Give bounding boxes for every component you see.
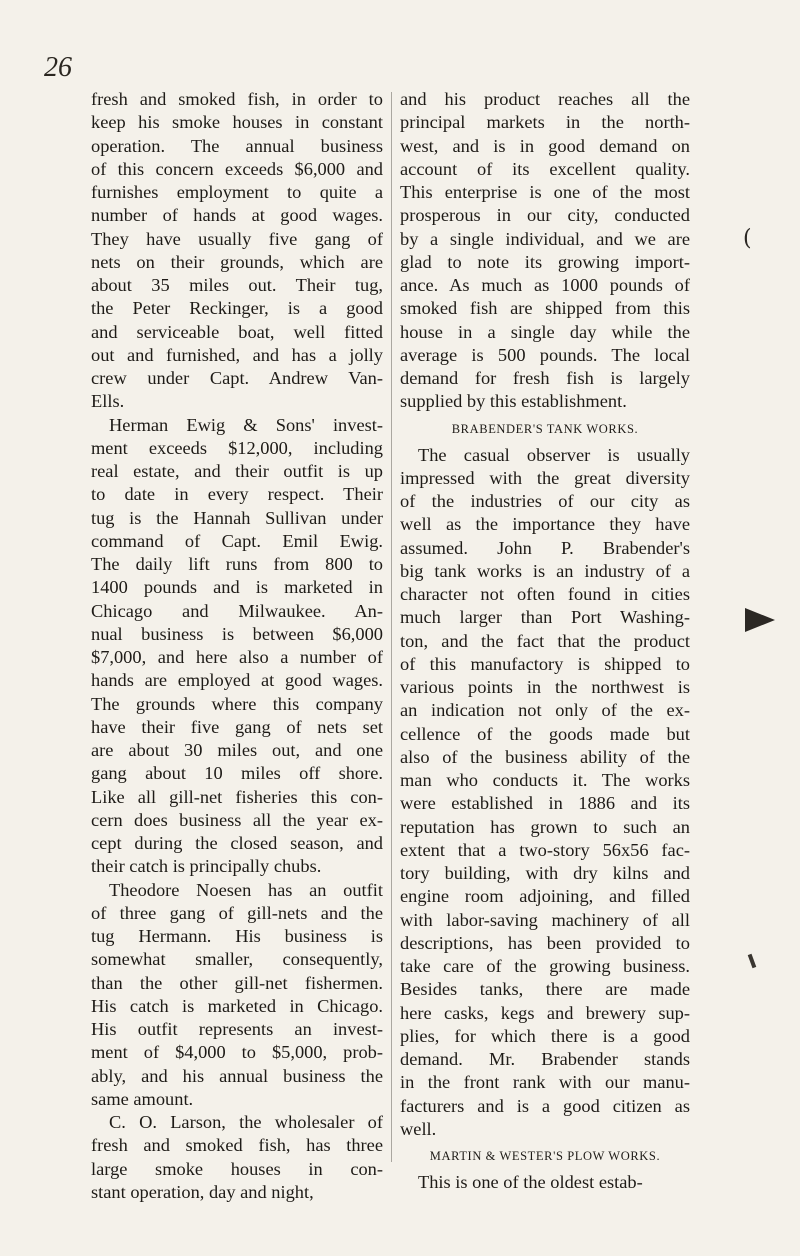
text-line: and serviceable boat, well fitted [91, 321, 383, 342]
text-line: plies, for which there is a good [400, 1025, 690, 1046]
text-line: fresh and smoked fish, has three [91, 1135, 383, 1156]
text-line: here casks, kegs and brewery sup- [400, 1002, 690, 1023]
text-line: prosperous in our city, conducted [400, 205, 690, 226]
text-line: assumed. John P. Brabender's [400, 537, 690, 558]
text-line: have their five gang of nets set [91, 716, 383, 737]
text-line: and his product reaches all the [400, 89, 690, 109]
text-line: demand. Mr. Brabender stands [400, 1049, 690, 1069]
text-line: glad to note its growing import- [400, 251, 690, 272]
text-line: This enterprise is one of the most [400, 182, 690, 202]
text-line: the Peter Reckinger, is a good [91, 298, 383, 319]
text-line: ment of $4,000 to $5,000, prob- [91, 1042, 383, 1063]
text-line: cellence of the goods made but [400, 723, 690, 744]
text-line: with labor-saving machinery of all [400, 909, 690, 930]
text-line: to date in every respect. Their [91, 484, 383, 505]
text-line: Chicago and Milwaukee. An- [91, 600, 383, 621]
text-line: character not often found in cities [400, 584, 690, 604]
text-line: Ells. [91, 391, 125, 412]
text-line: keep his smoke houses in constant [91, 112, 383, 133]
text-line: about 35 miles out. Their tug, [91, 275, 383, 295]
text-line: Herman Ewig & Sons' invest- [109, 414, 383, 435]
text-line: an indication not only of the ex- [400, 700, 690, 721]
text-line: The daily lift runs from 800 to [91, 554, 383, 574]
text-line: tug is the Hannah Sullivan under [91, 507, 383, 528]
right-column-text-b [400, 444, 690, 1142]
text-line: of three gang of gill-nets and the [91, 902, 383, 923]
text-line: nets on their grounds, which are [91, 251, 383, 272]
text-line: ance. As much as 1000 pounds of [400, 275, 690, 295]
text-line: His outfit represents an invest- [91, 1019, 383, 1039]
text-line: The casual observer is usually [418, 444, 690, 465]
text-line: take care of the growing business. [400, 956, 690, 976]
right-column [400, 88, 690, 1194]
text-line: Besides tanks, there are made [400, 979, 690, 1000]
text-line: C. O. Larson, the wholesaler of [109, 1112, 383, 1132]
text-line: average is 500 pounds. The local [400, 344, 690, 365]
text-line: by a single individual, and we are [400, 228, 690, 249]
text-line: well as the importance they have [400, 514, 690, 535]
text-line: operation. The annual business [91, 135, 383, 156]
page-number: 26 [44, 52, 72, 83]
text-line: $7,000, and here also a number of [91, 647, 383, 667]
text-line: real estate, and their outfit is up [91, 461, 383, 481]
text-line: This is one of the oldest estab- [418, 1172, 643, 1192]
text-line: tug Hermann. His business is [91, 926, 383, 946]
text-line: various points in the northwest is [400, 677, 690, 697]
text-line: demand for fresh fish is largely [400, 368, 690, 388]
text-line: of this concern exceeds $6,000 and [91, 158, 383, 179]
text-line: impressed with the great diversity [400, 467, 690, 488]
text-line: somewhat smaller, consequently, [91, 949, 383, 970]
text-line: nual business is between $6,000 [91, 623, 383, 644]
text-line: hands are employed at good wages. [91, 670, 383, 691]
margin-bracket-mark: ( [743, 226, 752, 251]
right-column-text-c [400, 1171, 690, 1194]
text-line: are about 30 miles out, and one [91, 740, 383, 760]
text-line: facturers and is a good citizen as [400, 1095, 690, 1116]
right-column-text-a [400, 88, 690, 414]
text-line: ably, and his annual business the [91, 1065, 383, 1086]
text-line: Theodore Noesen has an outfit [109, 879, 383, 900]
text-line: cept during the closed season, and [91, 833, 383, 853]
text-line: much larger than Port Washing- [400, 607, 690, 628]
left-column [91, 88, 383, 1204]
section-heading-martin-wester: MARTIN & WESTER'S PLOW WORKS. [429, 1149, 661, 1163]
text-line: They have usually five gang of [91, 228, 383, 249]
text-line: The grounds where this company [91, 693, 383, 714]
text-line: well. [400, 1118, 437, 1139]
text-line: smoked fish are shipped from this [400, 298, 690, 319]
text-line: their catch is principally chubs. [91, 856, 322, 877]
text-line: His catch is marketed in Chicago. [91, 995, 383, 1016]
text-line: house in a single day while the [400, 321, 690, 342]
column-divider [391, 92, 392, 1162]
text-line: command of Capt. Emil Ewig. [91, 530, 383, 551]
margin-tick-mark [748, 954, 757, 969]
text-line: cern does business all the year ex- [91, 809, 383, 830]
text-line: furnishes employment to quite a [91, 182, 383, 202]
text-line: account of its excellent quality. [400, 158, 690, 179]
margin-arrow-mark [745, 608, 775, 632]
text-line: than the other gill-net fishermen. [91, 972, 383, 993]
text-line: number of hands at good wages. [91, 205, 383, 226]
section-heading-brabender: BRABENDER'S TANK WORKS. [451, 421, 639, 436]
text-line: fresh and smoked fish, in order to [91, 89, 383, 109]
text-line: ton, and the fact that the product [400, 630, 690, 651]
text-line: 1400 pounds and is marketed in [91, 577, 383, 598]
text-line: supplied by this establishment. [400, 391, 627, 412]
text-line: engine room adjoining, and filled [400, 886, 690, 907]
text-line: reputation has grown to such an [400, 816, 690, 837]
text-line: Like all gill-net fisheries this con- [91, 786, 383, 807]
text-line: same amount. [91, 1088, 194, 1109]
text-line: gang about 10 miles off shore. [91, 763, 383, 784]
text-line: ment exceeds $12,000, including [91, 437, 383, 458]
text-line: large smoke houses in con- [91, 1158, 383, 1179]
text-line: in the front rank with our manu- [400, 1072, 690, 1093]
text-line: of this manufactory is shipped to [400, 653, 690, 674]
text-line: of the industries of our city as [400, 491, 690, 511]
text-line: out and furnished, and has a jolly [91, 344, 383, 365]
text-line: descriptions, has been provided to [400, 932, 690, 953]
text-line: man who conducts it. The works [400, 770, 690, 790]
text-line: were established in 1886 and its [400, 793, 690, 814]
text-line: big tank works is an industry of a [400, 560, 690, 581]
text-line: tory building, with dry kilns and [400, 863, 690, 883]
text-line: west, and is in good demand on [400, 135, 690, 156]
text-line: crew under Capt. Andrew Van- [91, 368, 383, 388]
text-line: principal markets in the north- [400, 112, 690, 133]
text-line: also of the business ability of the [400, 746, 690, 767]
text-line: stant operation, day and night, [91, 1181, 314, 1202]
text-line: extent that a two-story 56x56 fac- [400, 839, 690, 860]
